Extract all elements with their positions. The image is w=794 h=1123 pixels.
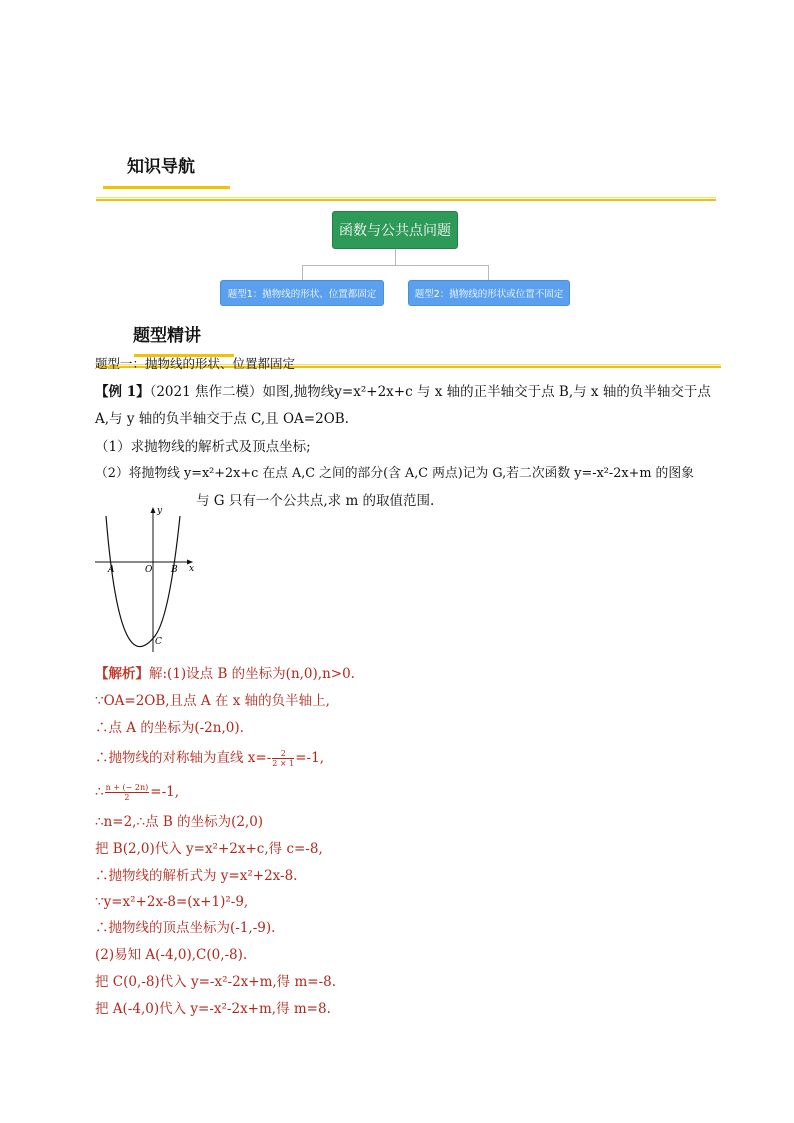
section-title-explanation: 题型精讲 (133, 326, 201, 346)
point-A-label: A (108, 565, 115, 575)
mindmap-connector (302, 265, 489, 266)
mindmap-leaf-type1: 题型1：抛物线的形状、位置都固定 (220, 280, 384, 306)
solution-line-1 (95, 664, 355, 684)
fraction-numerator: n + (− 2n) (105, 783, 149, 792)
question-1: （1）求抛物线的解析式及顶点坐标; (95, 439, 311, 455)
example-text-1: 如图,抛物线y=x²+2x+c 与 x 轴的正半轴交于点 B,与 x 轴的负半轴交于点 (262, 384, 711, 400)
solution-text-4b: =-1, (295, 750, 325, 766)
fraction (272, 749, 294, 768)
section-title-knowledge: 知识导航 (127, 157, 195, 177)
y-axis-label: y (157, 506, 163, 516)
fraction (105, 783, 150, 802)
solution-line-9: ∵y=x²+2x-8=(x+1)²-9, (95, 894, 249, 910)
solution-tag: 【解析】 (95, 666, 149, 682)
solution-line-8: ∴抛物线的解析式为 y=x²+2x-8. (95, 868, 298, 884)
point-B-label: B (171, 565, 178, 575)
mindmap-root-node: 函数与公共点问题 (332, 211, 458, 249)
point-C-label: C (155, 637, 162, 647)
divider-line (96, 197, 716, 198)
solution-line-2: ∵OA=2OB,且点 A 在 x 轴的负半轴上, (95, 693, 330, 709)
solution-line-4 (95, 748, 324, 768)
solution-text-4: ∴抛物线的对称轴为直线 x=- (95, 750, 272, 766)
example-line-1 (95, 382, 711, 402)
parabola-graph (95, 502, 200, 656)
mindmap-leaf-type2: 题型2：抛物线的形状或位置不固定 (408, 280, 570, 306)
solution-line-6: ∴n=2,∴点 B 的坐标为(2,0) (95, 814, 264, 830)
title-underline (103, 186, 230, 189)
mindmap-connector (302, 265, 303, 280)
solution-line-11: (2)易知 A(-4,0),C(0,-8). (95, 947, 248, 963)
fraction-denominator: 2 (124, 793, 130, 802)
example-tag: 【例 1】 (95, 384, 150, 400)
solution-line-7: 把 B(2,0)代入 y=x²+2x+c,得 c=-8, (95, 841, 323, 857)
solution-line-5 (95, 782, 179, 802)
solution-text-5: ∴ (95, 784, 104, 800)
y-axis-arrow (151, 507, 156, 513)
fraction-numerator: 2 (272, 749, 294, 759)
topic-heading: 题型一：抛物线的形状、位置都固定 (95, 356, 296, 371)
mindmap-connector (488, 265, 489, 280)
parabola-curve (106, 516, 180, 647)
x-axis-label: x (189, 564, 195, 574)
solution-line-13: 把 A(-4,0)代入 y=-x²-2x+m,得 m=8. (95, 1001, 331, 1017)
example-source: （2021 焦作二模） (149, 384, 263, 400)
solution-line-12: 把 C(0,-8)代入 y=-x²-2x+m,得 m=-8. (95, 974, 337, 990)
mindmap-connector (395, 249, 396, 266)
divider-line-thick (96, 199, 716, 201)
question-2: （2）将抛物线 y=x²+2x+c 在点 A,C 之间的部分(含 A,C 两点)记为 G,若二次函数 y=-x²-2x+m 的图象 (95, 466, 694, 481)
fraction-denominator: 2 × 1 (272, 759, 295, 768)
solution-line-10: ∴抛物线的顶点坐标为(-1,-9). (95, 920, 276, 936)
solution-text-1: 解:(1)设点 B 的坐标为(n,0),n>0. (149, 666, 355, 682)
example-line-2: A,与 y 轴的负半轴交于点 C,且 OA=2OB. (95, 411, 349, 427)
solution-line-3: ∴点 A 的坐标为(-2n,0). (95, 720, 244, 736)
question-2-cont: 与 G 只有一个公共点,求 m 的取值范围. (196, 493, 435, 509)
origin-label: O (145, 565, 153, 575)
solution-text-5b: =-1, (150, 784, 180, 800)
